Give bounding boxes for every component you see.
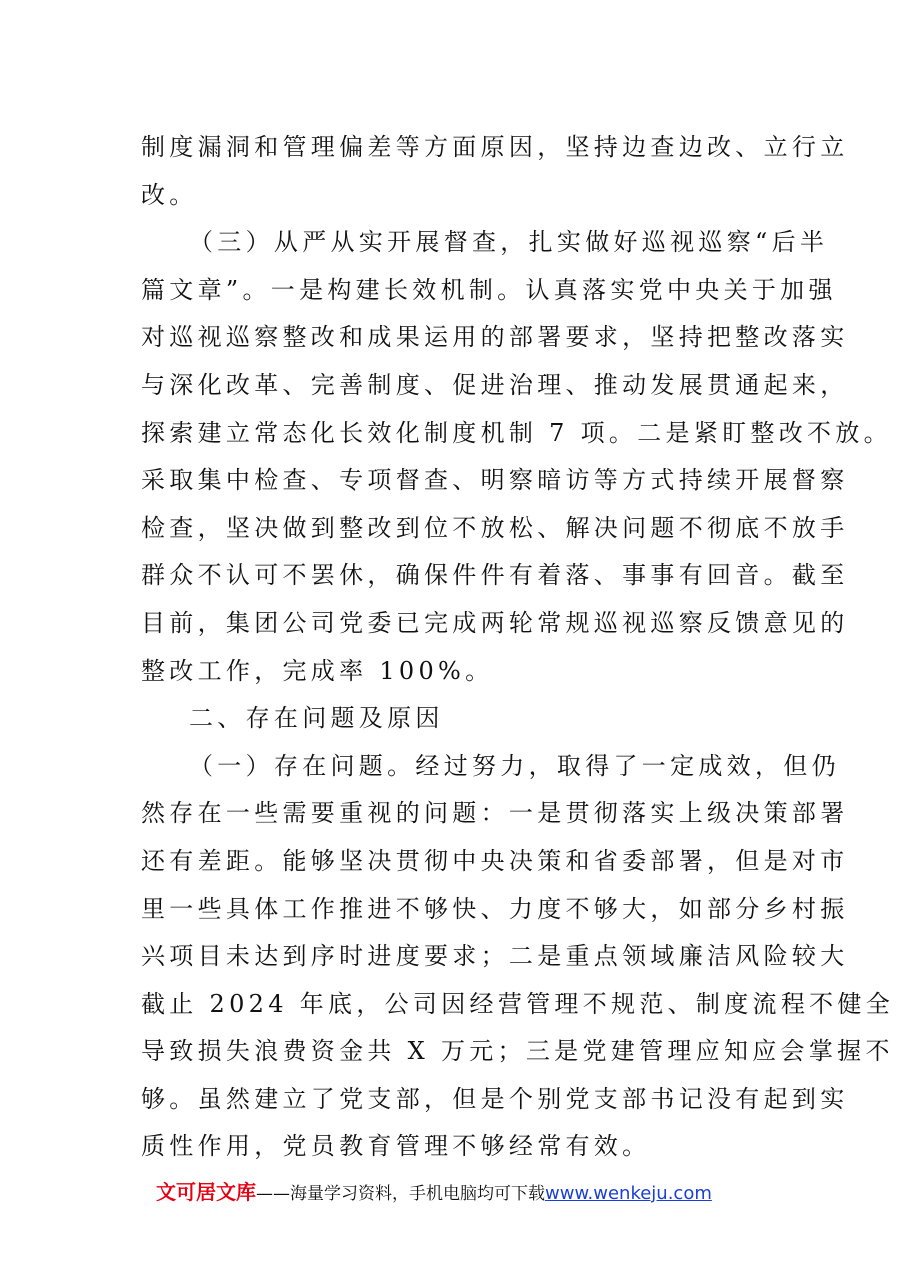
- text-line: 质性作用，党员教育管理不够经常有效。: [141, 1132, 651, 1161]
- paragraph-p1: [141, 124, 849, 219]
- document-body: [141, 124, 895, 1171]
- text-line: 与深化改革、完善制度、促进治理、推动发展贯通起来，: [141, 370, 849, 399]
- text-line: 整改工作，完成率 100%。: [141, 656, 494, 685]
- text-line: 改。: [141, 180, 198, 209]
- text-line: 检查，坚决做到整改到位不放松、解决问题不彻底不放手: [141, 513, 849, 542]
- paragraph-p4: [141, 743, 895, 1171]
- text-line: 还有差距。能够坚决贯彻中央决策和省委部署，但是对市: [141, 846, 849, 875]
- text-line: 目前，集团公司党委已完成两轮常规巡视巡察反馈意见的: [141, 608, 849, 637]
- footer-banner: [156, 1176, 776, 1216]
- footer-tagline: ——海量学习资料，手机电脑均可下载: [256, 1184, 545, 1204]
- text-line: 对巡视巡察整改和成果运用的部署要求，坚持把整改落实: [141, 323, 849, 352]
- footer-brand: 文可居文库: [156, 1180, 256, 1204]
- text-line: 里一些具体工作推进不够快、力度不够大，如部分乡村振: [141, 894, 849, 923]
- text-line: （三）从严从实开展督查，扎实做好巡视巡察“后半: [189, 228, 829, 257]
- text-line: 导致损失浪费资金共 X 万元；三是党建管理应知应会掌握不: [141, 1037, 894, 1066]
- text-line: 然存在一些需要重视的问题：一是贯彻落实上级决策部署: [141, 799, 849, 828]
- text-line: 探索建立常态化长效化制度机制 7 项。二是紧盯整改不放。: [141, 418, 892, 447]
- text-line: 够。虽然建立了党支部，但是个别党支部书记没有起到实: [141, 1084, 849, 1113]
- text-line: （一）存在问题。经过努力，取得了一定成效，但仍: [189, 751, 840, 780]
- text-line: 群众不认可不罢休，确保件件有着落、事事有回音。截至: [141, 561, 849, 590]
- text-line: 截止 2024 年底，公司因经营管理不规范、制度流程不健全: [141, 989, 895, 1018]
- paragraph-p2: [141, 219, 892, 695]
- text-line: 制度漏洞和管理偏差等方面原因，坚持边查边改、立行立: [141, 133, 849, 161]
- text-line: 二、存在问题及原因: [189, 704, 444, 733]
- text-line: 采取集中检查、专项督查、明察暗访等方式持续开展督察: [141, 466, 849, 495]
- text-line: 篇文章”。一是构建长效机制。认真落实党中央关于加强: [141, 275, 837, 304]
- text-line: 兴项目未达到序时进度要求；二是重点领域廉洁风险较大: [141, 942, 849, 971]
- footer-website-link[interactable]: www.wenkeju.com: [545, 1183, 712, 1204]
- paragraph-p3: [141, 695, 773, 743]
